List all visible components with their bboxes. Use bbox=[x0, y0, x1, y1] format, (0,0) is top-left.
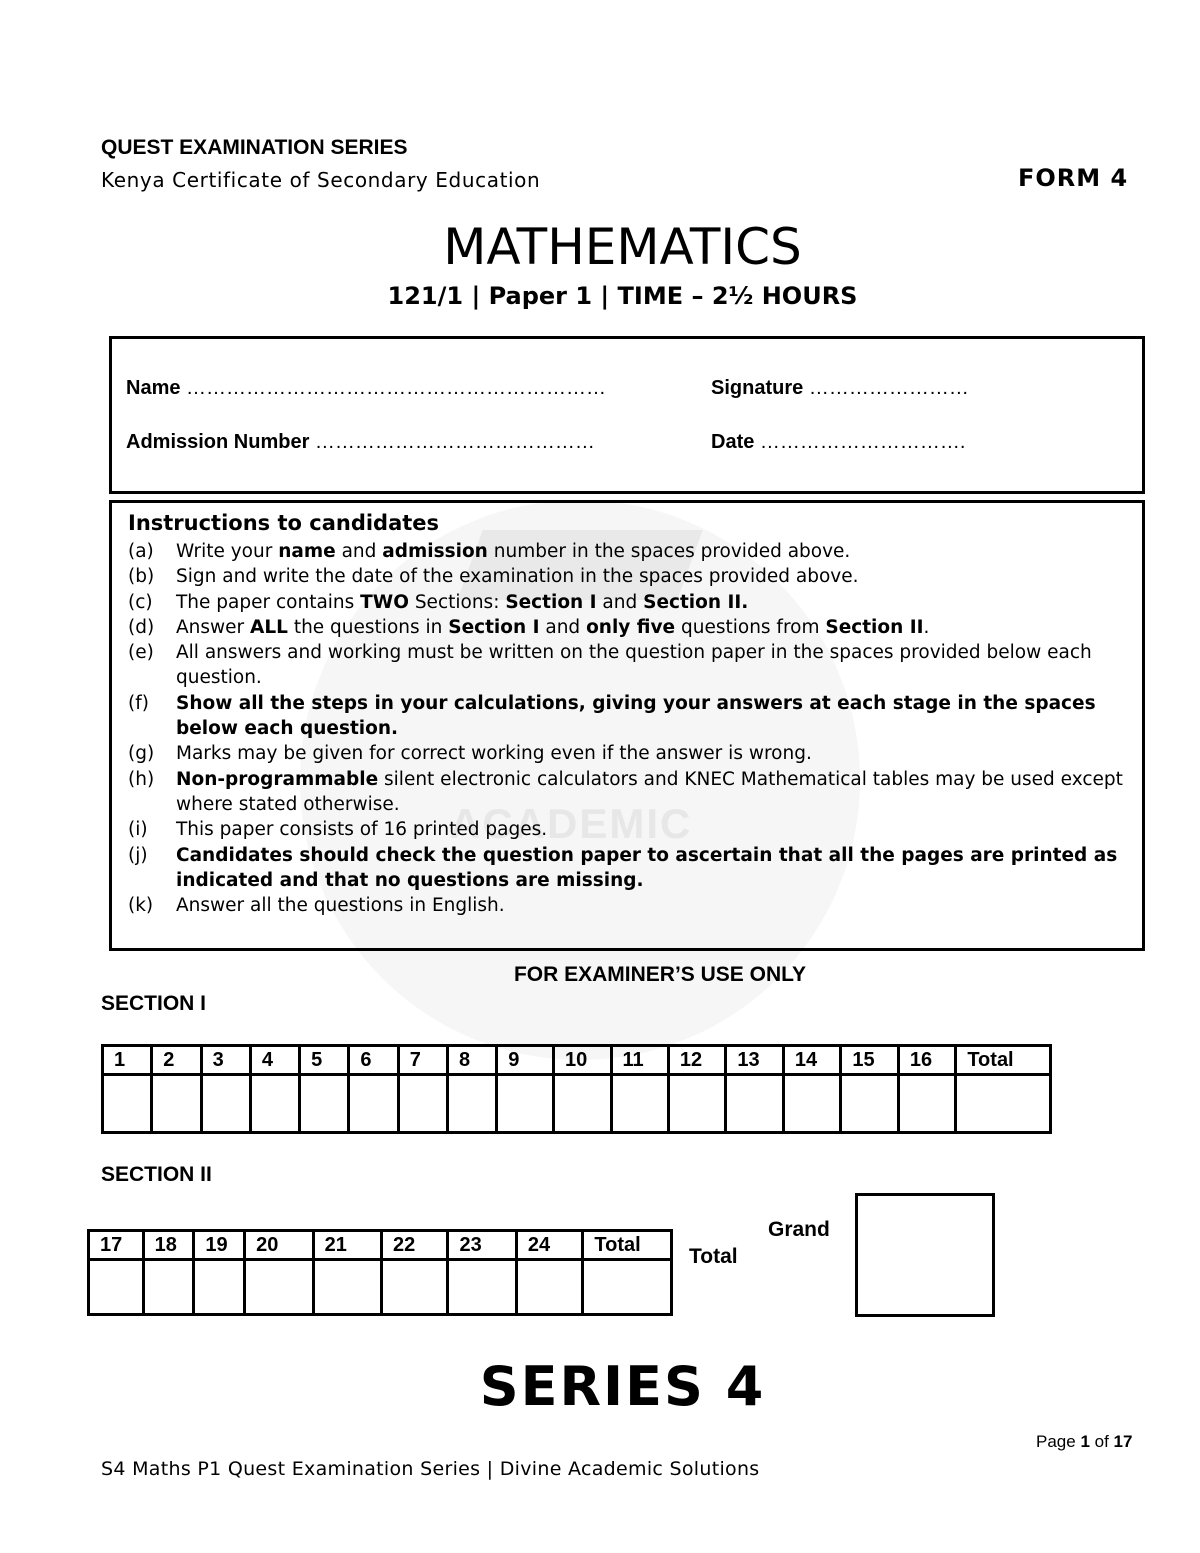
mark-cell[interactable] bbox=[313, 1260, 381, 1315]
instruction-segment: number in the spaces provided above. bbox=[487, 541, 851, 562]
column-header: 5 bbox=[300, 1046, 349, 1075]
instruction-segment: Marks may be given for correct working even if the answer is wrong. bbox=[176, 743, 812, 765]
mark-cell[interactable] bbox=[447, 1075, 496, 1133]
subject-title: MATHEMATICS bbox=[443, 218, 802, 276]
instruction-item bbox=[128, 615, 1128, 640]
instruction-segment: Section I bbox=[448, 616, 540, 638]
instructions-box bbox=[109, 500, 1145, 951]
mark-cell[interactable] bbox=[448, 1260, 516, 1315]
mark-cell[interactable] bbox=[250, 1075, 299, 1133]
mark-cell[interactable] bbox=[783, 1075, 840, 1133]
instruction-segment: Write your bbox=[176, 541, 279, 562]
column-header: 4 bbox=[250, 1046, 299, 1075]
instruction-segment: Section II bbox=[825, 616, 924, 638]
column-header: 10 bbox=[554, 1046, 611, 1075]
column-header: 11 bbox=[611, 1046, 668, 1075]
column-header: 14 bbox=[783, 1046, 840, 1075]
mark-cell[interactable] bbox=[554, 1075, 611, 1133]
instruction-segment: ALL bbox=[250, 616, 288, 638]
instruction-item bbox=[128, 741, 1128, 766]
instruction-segment: the questions in bbox=[287, 616, 449, 638]
watermark-text: ACADEMIC bbox=[450, 800, 693, 847]
admission-number-field[interactable] bbox=[126, 431, 595, 454]
instruction-segment: . bbox=[923, 616, 930, 638]
instruction-segment: admission bbox=[382, 541, 488, 562]
mark-cell[interactable] bbox=[841, 1075, 898, 1133]
instruction-text bbox=[176, 539, 1128, 564]
exam-series-title: QUEST EXAMINATION SERIES bbox=[101, 136, 408, 159]
column-header: 13 bbox=[726, 1046, 783, 1075]
instruction-item bbox=[128, 691, 1128, 742]
name-label: Name bbox=[126, 377, 181, 399]
mark-cell[interactable] bbox=[194, 1260, 245, 1315]
date-dots: …………………………. bbox=[759, 431, 966, 453]
signature-field[interactable] bbox=[711, 377, 969, 400]
instruction-label: (d) bbox=[128, 616, 155, 638]
column-header: 3 bbox=[201, 1046, 250, 1075]
instruction-segment: All answers and working must be written on the question paper in the spaces provided below each question. bbox=[176, 642, 1092, 689]
instruction-segment: silent electronic calculators and KNEC Mathematical tables may be used except where stated otherwise. bbox=[176, 768, 1123, 815]
examiner-heading: FOR EXAMINER’S USE ONLY bbox=[513, 963, 807, 986]
column-header: Total bbox=[956, 1046, 1051, 1075]
instruction-item bbox=[128, 564, 1128, 589]
section-1-marks-row bbox=[103, 1075, 1051, 1133]
grand-label: Grand bbox=[768, 1218, 830, 1241]
instruction-item bbox=[128, 843, 1128, 894]
page-total: 17 bbox=[1113, 1432, 1133, 1451]
instruction-item bbox=[128, 817, 1128, 842]
instruction-segment: This paper consists of 16 printed pages. bbox=[176, 819, 548, 841]
mark-cell[interactable] bbox=[103, 1075, 152, 1133]
instruction-segment: and bbox=[596, 591, 644, 613]
column-header: 20 bbox=[245, 1231, 313, 1260]
instruction-label: (j) bbox=[128, 844, 148, 866]
date-label: Date bbox=[711, 431, 755, 453]
column-header: Total bbox=[583, 1231, 672, 1260]
section-1-marks-table bbox=[101, 1044, 1052, 1134]
form-level: FORM 4 bbox=[1018, 164, 1129, 192]
column-header: 2 bbox=[152, 1046, 201, 1075]
column-header: 23 bbox=[448, 1231, 516, 1260]
instruction-item bbox=[128, 767, 1128, 818]
instruction-segment: Section II. bbox=[643, 591, 749, 613]
instruction-text bbox=[176, 843, 1128, 894]
column-header: 19 bbox=[194, 1231, 245, 1260]
instruction-segment: Answer bbox=[176, 616, 251, 638]
instruction-text bbox=[176, 640, 1128, 691]
footer-text: S4 Maths P1 Quest Examination Series | Divine Academic Solutions bbox=[101, 1458, 760, 1480]
section-2-label: SECTION II bbox=[101, 1163, 212, 1186]
grand-total-box[interactable] bbox=[855, 1193, 995, 1317]
instruction-label: (b) bbox=[128, 566, 155, 588]
mark-cell[interactable] bbox=[398, 1075, 447, 1133]
instruction-segment: questions from bbox=[675, 616, 826, 638]
page-current: 1 bbox=[1080, 1432, 1090, 1451]
instruction-label: (a) bbox=[128, 541, 154, 562]
mark-cell[interactable] bbox=[956, 1075, 1051, 1133]
instruction-segment: Show all the steps in your calculations, giving your answers at each stage in the spaces below each question. bbox=[176, 692, 1096, 740]
certificate-name: Kenya Certificate of Secondary Education bbox=[101, 168, 541, 192]
page-of: of bbox=[1089, 1432, 1114, 1451]
instruction-text bbox=[176, 817, 1128, 842]
instruction-segment: Sections: bbox=[408, 591, 506, 613]
name-dots: ……………………………………………………… bbox=[186, 377, 607, 399]
column-header: 12 bbox=[668, 1046, 725, 1075]
instruction-text bbox=[176, 590, 1128, 615]
instruction-item bbox=[128, 893, 1128, 918]
mark-cell[interactable] bbox=[89, 1260, 144, 1315]
instruction-label: (e) bbox=[128, 642, 154, 664]
page-number bbox=[1036, 1432, 1132, 1452]
column-header: 18 bbox=[143, 1231, 194, 1260]
instruction-text bbox=[176, 741, 1128, 766]
mark-cell[interactable] bbox=[611, 1075, 668, 1133]
column-header: 9 bbox=[497, 1046, 554, 1075]
instruction-segment: Answer all the questions in English. bbox=[176, 895, 505, 917]
instruction-text bbox=[176, 691, 1128, 742]
name-field[interactable] bbox=[126, 377, 606, 400]
column-header: 6 bbox=[349, 1046, 398, 1075]
column-header: 1 bbox=[103, 1046, 152, 1075]
section-2-marks-table bbox=[87, 1229, 673, 1316]
column-header: 7 bbox=[398, 1046, 447, 1075]
instruction-item bbox=[128, 640, 1128, 691]
mark-cell[interactable] bbox=[245, 1260, 313, 1315]
mark-cell[interactable] bbox=[300, 1075, 349, 1133]
mark-cell[interactable] bbox=[382, 1260, 448, 1315]
section-2-header-row bbox=[89, 1231, 672, 1260]
instruction-segment: Sign and write the date of the examination in the spaces provided above. bbox=[176, 566, 859, 588]
column-header: 17 bbox=[89, 1231, 144, 1260]
mark-cell[interactable] bbox=[201, 1075, 250, 1133]
page-prefix: Page bbox=[1036, 1432, 1081, 1451]
instruction-label: (h) bbox=[128, 768, 155, 790]
grand-total-label: Total bbox=[689, 1245, 738, 1268]
column-header: 21 bbox=[313, 1231, 381, 1260]
instructions-title: Instructions to candidates bbox=[128, 511, 440, 535]
mark-cell[interactable] bbox=[668, 1075, 725, 1133]
column-header: 24 bbox=[516, 1231, 582, 1260]
instruction-segment: TWO bbox=[360, 591, 409, 613]
mark-cell[interactable] bbox=[152, 1075, 201, 1133]
instruction-text bbox=[176, 893, 1128, 918]
instruction-text bbox=[176, 564, 1128, 589]
column-header: 15 bbox=[841, 1046, 898, 1075]
instruction-label: (f) bbox=[128, 692, 149, 714]
candidate-details-box bbox=[109, 336, 1145, 494]
instruction-item bbox=[128, 590, 1128, 615]
instruction-item bbox=[128, 539, 1128, 564]
instruction-segment: name bbox=[278, 541, 336, 562]
mark-cell[interactable] bbox=[516, 1260, 582, 1315]
instruction-segment: only five bbox=[586, 616, 676, 638]
instruction-label: (c) bbox=[128, 591, 153, 613]
date-field[interactable] bbox=[711, 431, 965, 454]
paper-code-line: 121/1 | Paper 1 | TIME – 2½ HOURS bbox=[387, 282, 858, 310]
mark-cell[interactable] bbox=[349, 1075, 398, 1133]
mark-cell[interactable] bbox=[898, 1075, 955, 1133]
mark-cell[interactable] bbox=[497, 1075, 554, 1133]
instruction-label: (g) bbox=[128, 743, 155, 765]
instruction-segment: The paper contains bbox=[176, 591, 361, 613]
signature-dots: …………………… bbox=[808, 377, 969, 399]
instruction-segment: and bbox=[539, 616, 587, 638]
instruction-segment: Candidates should check the question paper to ascertain that all the pages are printed as indicated and that no questions are missing. bbox=[176, 844, 1118, 891]
instruction-segment: Non-programmable bbox=[176, 768, 379, 790]
mark-cell[interactable] bbox=[583, 1260, 672, 1315]
instruction-text bbox=[176, 767, 1128, 818]
column-header: 8 bbox=[447, 1046, 496, 1075]
column-header: 22 bbox=[382, 1231, 448, 1260]
admission-label: Admission Number bbox=[126, 431, 310, 453]
instruction-label: (k) bbox=[128, 895, 154, 917]
series-label: SERIES 4 bbox=[479, 1355, 766, 1418]
instruction-segment: and bbox=[335, 541, 383, 562]
section-2-marks-row bbox=[89, 1260, 672, 1315]
instruction-label: (i) bbox=[128, 819, 148, 841]
instruction-text bbox=[176, 615, 1128, 640]
admission-dots: …………………………………… bbox=[314, 431, 595, 453]
signature-label: Signature bbox=[711, 377, 804, 399]
mark-cell[interactable] bbox=[726, 1075, 783, 1133]
instruction-segment: Section I bbox=[505, 591, 597, 613]
section-1-label: SECTION I bbox=[101, 992, 207, 1015]
mark-cell[interactable] bbox=[143, 1260, 194, 1315]
section-1-header-row bbox=[103, 1046, 1051, 1075]
instructions-list bbox=[128, 539, 1128, 918]
column-header: 16 bbox=[898, 1046, 955, 1075]
